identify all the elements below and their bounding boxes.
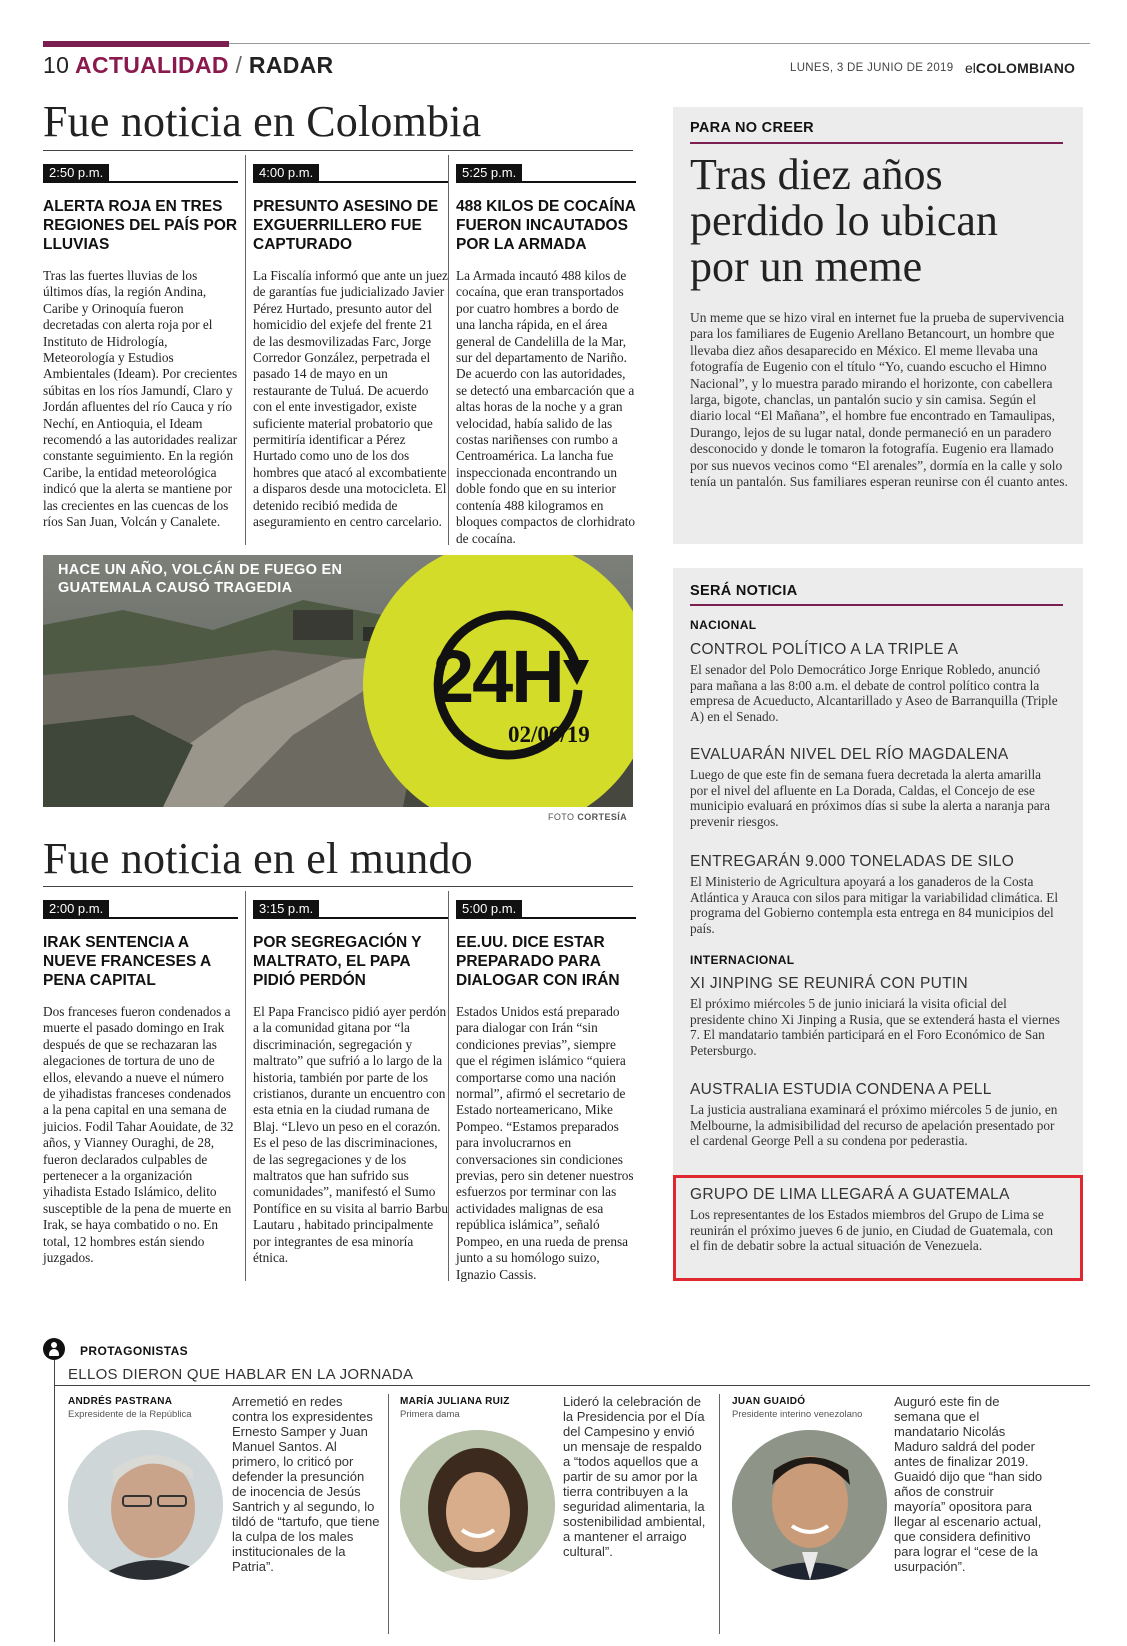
news-body: Dos franceses fueron condenados a muerte el pasado domingo en Irak después de que se rechazaran las alegaciones de tortura de uno de ellos, elevando a nueve el número de yihadistas franceses condenados a la pena capital en una semana de juicios. Fodil Tahar Aouidate, de 32 años, y Vianney Ouraghi, de 28, fueron declarados culpables de pertenecer a la organización yihadista Estado Islámico, delito susceptible de la pena de muerte en Irak, se haya combatido o no. En total, 12 hombres están siendo juzgados. [43, 1004, 234, 1266]
person-name: ANDRÉS PASTRANA [68, 1396, 173, 1407]
colombia-news-item [43, 164, 238, 531]
person-role: Primera dama [400, 1409, 460, 1420]
news-headline: 488 KILOS DE COCAÍNA FUERON INCAUTADOS POR LA ARMADA [456, 198, 636, 253]
volcano-photo [43, 555, 633, 807]
person-photo-pastrana [68, 1430, 223, 1580]
para-no-creer-title: Tras diez años perdido lo ubican por un meme [690, 150, 998, 291]
news-body: La Fiscalía informó que ante un juez de garantías fue judicializado Javier Pérez Hurtado, presunto autor del homicidio del exjefe del frente 21 de las desmovilizadas Farc, Jorge Corredor González, perpetrada el pasado 14 de mayo en un restaurante de Tuluá. De acuerdo con el ente investigador, existe suficiente material probatorio que permitiría identificar a Pérez Hurtado como uno de los dos hombres que atacó al excombatiente a disparos desde una motocicleta. El detenido recibió medida de aseguramiento en centro carcelario. [253, 268, 448, 530]
time-label: 5:25 p.m. [456, 164, 522, 181]
page-folio [43, 52, 333, 79]
person-role: Presidente interino venezolano [732, 1409, 863, 1420]
credit-prefix: FOTO [548, 812, 575, 822]
time-bar [43, 900, 238, 919]
para-no-creer-body: Un meme que se hizo viral en internet fue la prueba de supervivencia para los familiares de Eugenio Arellano Betancourt, un hombre que llevaba diez años desaparecido en México. El meme llevaba una fotografía de Eugenio con el título “Yo, cuando escucho el Himno Nacional”, y lo muestra parado mirando el horizonte, con cabellera larga, bigote, chanclas, un pantalón sucio y sin camisa. Según el diario local “El Mañana”, el hombre fue encontrado en Tamaulipas, Durango, lejos de su lugar natal, donde permaneció en un paradero desconocido y donde le tomaron la fotografía. Eugenio era llamado por sus nuevos vecinos como “El arenales”, dormía en la calle y solo tenía un pantalón. Sus familiares esperan reunirse con él cuanto antes. [690, 310, 1068, 490]
sera-noticia-kicker: SERÁ NOTICIA [690, 583, 798, 599]
logo-prefix: el [965, 60, 976, 76]
column-divider [245, 891, 246, 1281]
24h-badge-date: 02/06/19 [508, 722, 590, 747]
subsection-name: RADAR [248, 52, 334, 78]
colombia-news-item [253, 164, 448, 531]
mundo-title-rule [43, 886, 633, 887]
header-accent-bar [43, 41, 229, 47]
time-label: 3:15 p.m. [253, 900, 319, 917]
mundo-section-title: Fue noticia en el mundo [43, 834, 473, 883]
person-photo-guaido [732, 1430, 887, 1580]
newspaper-logo [965, 60, 1075, 76]
logo-name: COLOMBIANO [975, 60, 1076, 76]
protagonistas-vertical-rule [54, 1360, 55, 1642]
time-label: 2:00 p.m. [43, 900, 109, 917]
news-headline: IRAK SENTENCIA A NUEVE FRANCESES A PENA CAPITAL [43, 934, 211, 989]
colombia-news-item [456, 164, 636, 547]
kicker-rule [690, 142, 1063, 144]
photo-credit [548, 812, 627, 822]
news-headline: ENTREGARÁN 9.000 TONELADAS DE SILO [690, 853, 1015, 870]
internacional-label: INTERNACIONAL [690, 953, 795, 967]
news-headline: GRUPO DE LIMA LLEGARÁ A GUATEMALA [690, 1186, 1010, 1203]
news-headline: EE.UU. DICE ESTAR PREPARADO PARA DIALOGAR CON IRÁN [456, 934, 620, 989]
news-headline: AUSTRALIA ESTUDIA CONDENA A PELL [690, 1081, 992, 1098]
news-headline: CONTROL POLÍTICO A LA TRIPLE A [690, 641, 959, 658]
news-body: La Armada incautó 488 kilos de cocaína, que eran transportados por cuatro hombres a bordo de una lancha rápida, en el área general de Candelilla de la Mar, sur del departamento de Nariño. De acuerdo con las autoridades, se detectó una embarcación que a altas horas de la noche y a gran velocidad, había salido de las costas nariñenses con rumbo a Centroamérica. La lancha fue inspeccionada encontrando un doble fondo que en su interior contenía 488 kilogramos en bloques compactos de clorhidrato de cocaína. [456, 268, 636, 546]
section-name: ACTUALIDAD [75, 52, 229, 78]
news-headline: POR SEGREGACIÓN Y MALTRATO, EL PAPA PIDIÓ PERDÓN [253, 934, 422, 989]
news-headline: XI JINPING SE REUNIRÁ CON PUTIN [690, 975, 968, 992]
news-body: El senador del Polo Democrático Jorge Enrique Robledo, anunció para mañana a las 8:00 a.m. el debate de control político contra la empresa de Acueducto, Alcantarillado y Aseo de Barranquilla (Triple A) en el Senado. [690, 662, 1058, 724]
news-headline: ALERTA ROJA EN TRES REGIONES DEL PAÍS POR LLUVIAS [43, 198, 238, 253]
section-separator: / [235, 52, 243, 78]
time-bar [253, 164, 448, 183]
column-divider [448, 891, 449, 1281]
column-divider [388, 1394, 389, 1634]
time-label: 4:00 p.m. [253, 164, 319, 181]
portrait-icon [68, 1430, 223, 1580]
person-icon [43, 1338, 65, 1360]
highlighted-news-item [673, 1175, 1083, 1281]
person-quote: Arremetió en redes contra los expresidentes Ernesto Samper y Juan Manuel Santos. Al primero, lo criticó por defender la presunción de inocencia de Jesús Santrich y al segundo, lo tildó de “tartufo, que tiene la culpa de los males institucionales de la Patria”. [232, 1394, 380, 1574]
news-body: Los representantes de los Estados miembros del Grupo de Lima se reunirán el próximo jueves 6 de junio, en Ciudad de Guatemala, con el fin de debatir sobre la actual situación de Venezuela. [690, 1207, 1053, 1254]
news-headline: PRESUNTO ASESINO DE EXGUERRILLERO FUE CAPTURADO [253, 198, 439, 253]
protagonistas-rule [54, 1385, 1090, 1386]
time-bar [456, 900, 636, 919]
para-no-creer-box [673, 107, 1083, 544]
portrait-icon [732, 1430, 887, 1580]
news-headline: EVALUARÁN NIVEL DEL RÍO MAGDALENA [690, 746, 1009, 763]
person-quote: Auguró este fin de semana que el mandatario Nicolás Maduro saldrá del poder antes de finalizar 2019. Guaidó dijo que “han sido años de construir mayoría” opositora para llegar al escenario actual, que considera definitivo para lograr el “cese de la usurpación”. [894, 1394, 1043, 1574]
protagonistas-label: PROTAGONISTAS [80, 1344, 189, 1358]
time-bar [43, 164, 238, 183]
column-divider [245, 155, 246, 545]
kicker-rule [690, 604, 1063, 606]
24h-badge-text: 24H [433, 635, 563, 718]
column-divider [448, 155, 449, 545]
news-body: Tras las fuertes lluvias de los últimos días, la región Andina, Caribe y Orinoquía fueron decretadas con alerta roja por el Instituto de Hidrología, Meteorología y Estudios Ambientales (Ideam). Por crecientes súbitas en los ríos Jamundí, Claro y Jordán afluentes del río Cauca y río Nechí, en Antioquia, el Ideam recomendó a las autoridades realizar constante seguimiento. En la región Caribe, la entidad meteorológica indicó que la alerta se mantiene por las crecientes en las cuencas de los ríos San Juan, Volcán y Canalete. [43, 268, 238, 530]
news-body: El próximo miércoles 5 de junio iniciará la visita oficial del presidente chino Xi Jinping a Rusia, que se extenderá hasta el viernes 7. El mandatario también participará en el Foro Económico de San Petersburgo. [690, 996, 1060, 1058]
news-body: La justicia australiana examinará el próximo miércoles 5 de junio, en Melbourne, la admisibilidad del recurso de apelación presentado por el cardenal George Pell a su condena por pederastia. [690, 1102, 1058, 1149]
news-body: Estados Unidos está preparado para dialogar con Irán “sin condiciones previas”, siempre que el régimen islámico “quiera comportarse como una nación normal”, afirmó el secretario de Estado norteamericano, Mike Pompeo. “Estamos preparados para involucrarnos en conversaciones sin condiciones previas, pero sin detener nuestros esfuerzos por terminar con las actividades malignas de esa república islámica”, señaló Pompeo, en una rueda de prensa junto a su homólogo suizo, Ignazio Cassis. [456, 1004, 634, 1282]
time-label: 2:50 p.m. [43, 164, 109, 181]
para-no-creer-kicker: PARA NO CREER [690, 120, 814, 136]
colombia-title-rule [43, 150, 633, 151]
news-body: Luego de que este fin de semana fuera decretada la alerta amarilla por el nivel del afluente en La Dorada, Caldas, el Concejo de ese municipio evaluará en próximos días si sube la alerta a naranja para prevenir riesgos. [690, 767, 1050, 829]
mundo-news-item [456, 900, 636, 1283]
colombia-section-title: Fue noticia en Colombia [43, 97, 482, 146]
time-label: 5:00 p.m. [456, 900, 522, 917]
mundo-news-item [43, 900, 238, 1267]
person-quote: Lideró la celebración de la Presidencia por el Día del Campesino y envió un mensaje de respaldo a “todos aquellos que a partir de su amor por la tierra contribuyen a la seguridad alimentaria, la sostenibilidad ambiental, a mantener el arraigo cultural”. [563, 1394, 706, 1559]
protagonistas-subtitle: ELLOS DIERON QUE HABLAR EN LA JORNADA [68, 1366, 414, 1383]
column-divider [719, 1394, 720, 1634]
photo-caption: HACE UN AÑO, VOLCÁN DE FUEGO EN GUATEMALA CAUSÓ TRAGEDIA [58, 562, 343, 596]
24h-badge [363, 555, 633, 807]
sera-noticia-box [673, 568, 1083, 1280]
time-bar [253, 900, 448, 919]
page-number: 10 [43, 52, 70, 78]
news-body: El Papa Francisco pidió ayer perdón a la comunidad gitana por “la discriminación, segregación y maltrato” que sufrió a lo largo de la historia, también por parte de los cristianos, durante un encuentro con esta etnia en la ciudad rumana de Blaj. “Llevo un peso en el corazón. Es el peso de las discriminaciones, de las segregaciones y de los maltratos que han sufrido sus comunidades”, manifestó el Sumo Pontífice en su visita al barrio Barbu Lautaru , habitado principalmente por integrantes de esa minoría étnica. [253, 1004, 448, 1266]
issue-date: LUNES, 3 DE JUNIO DE 2019 [790, 62, 954, 74]
person-photo-ruiz [400, 1430, 555, 1580]
mundo-news-item [253, 900, 448, 1267]
portrait-icon [400, 1430, 555, 1580]
person-name: JUAN GUAIDÓ [732, 1396, 806, 1407]
person-name: MARÍA JULIANA RUIZ [400, 1396, 510, 1407]
credit-name: CORTESÍA [577, 812, 628, 822]
person-role: Expresidente de la República [68, 1409, 192, 1420]
time-bar [456, 164, 636, 183]
news-body: El Ministerio de Agricultura apoyará a los ganaderos de la Costa Atlántica y Arauca con silos para mitigar la variabilidad climática. El programa del Gobierno contempla esta entrega en 84 municipios del país. [690, 874, 1059, 936]
nacional-label: NACIONAL [690, 618, 757, 632]
